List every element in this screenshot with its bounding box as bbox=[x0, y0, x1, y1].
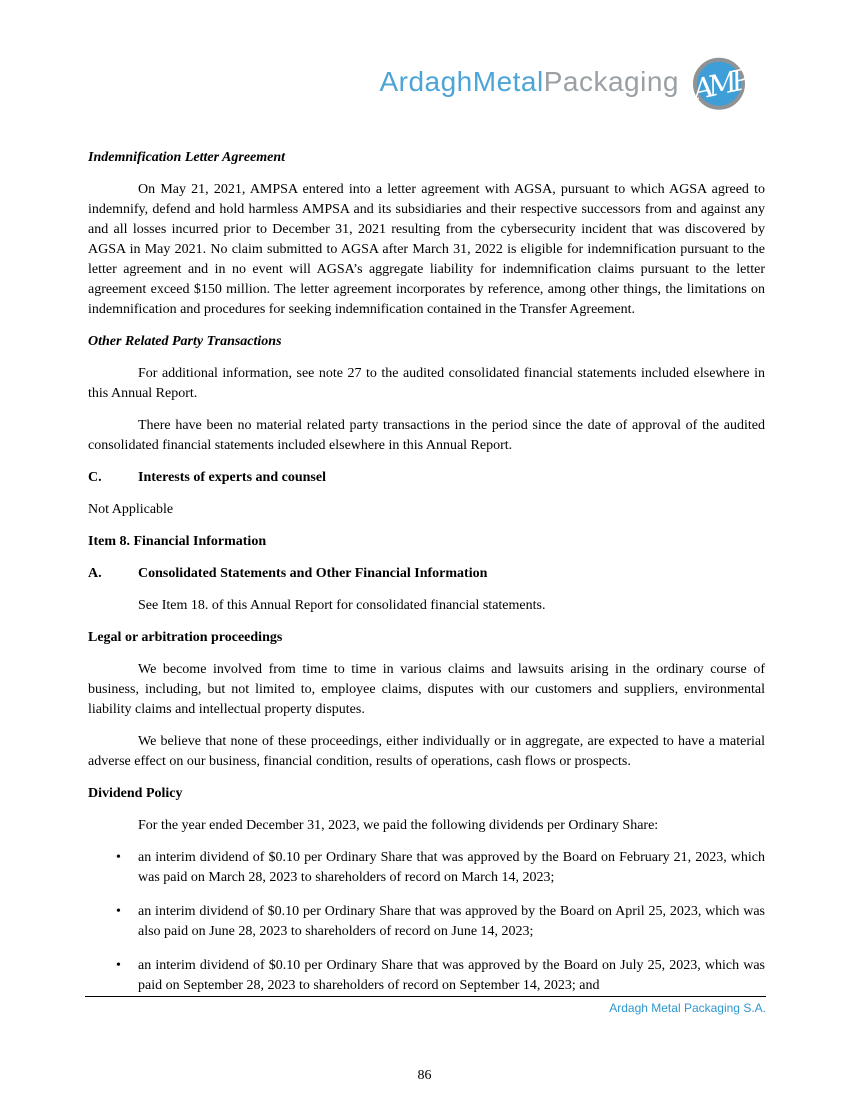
heading-legal-or-arbitration-proceedings: Legal or arbitration proceedings bbox=[88, 630, 283, 645]
dividend-bullet-list bbox=[88, 848, 765, 996]
list-item bbox=[88, 848, 765, 888]
list-item bbox=[88, 956, 765, 996]
brand-monogram: AMP bbox=[689, 63, 749, 107]
dividend-bullet-2: an interim dividend of $0.10 per Ordinary Share that was approved by the Board on April 25, 2023, which was also paid on June 28, 2023 to shareholders of record on June 14, 2023; bbox=[138, 904, 765, 939]
paragraph-dividend-intro: For the year ended December 31, 2023, we paid the following dividends per Ordinary Share: bbox=[138, 818, 659, 833]
paragraph-legal-2: We believe that none of these proceedings, either individually or in aggregate, are expected to have a material adverse effect on our business, financial condition, results of operations, cash flows or prospects. bbox=[88, 734, 765, 769]
page-number: 86 bbox=[417, 1068, 432, 1083]
paragraph-see-item-18: See Item 18. of this Annual Report for consolidated financial statements. bbox=[138, 598, 546, 613]
dividend-bullet-3: an interim dividend of $0.10 per Ordinary Share that was approved by the Board on July 25, 2023, which was paid on September 28, 2023 to shareholders of record on September 14, 2023; and bbox=[138, 958, 765, 993]
heading-section-a bbox=[88, 564, 765, 584]
brand-wordmark-secondary: Packaging bbox=[543, 66, 679, 97]
paragraph-other-related-1: For additional information, see note 27 to the audited consolidated financial statements included elsewhere in this Annual Report. bbox=[88, 366, 765, 401]
bullet-icon: • bbox=[116, 958, 121, 973]
brand-wordmark bbox=[379, 66, 679, 98]
section-c-title: Interests of experts and counsel bbox=[138, 470, 326, 485]
section-a-title: Consolidated Statements and Other Financial Information bbox=[138, 566, 488, 581]
heading-section-c bbox=[88, 468, 765, 488]
paragraph-other-related-2: There have been no material related party transactions in the period since the date of approval of the audited consolidated financial statements included elsewhere in this Annual Report. bbox=[88, 418, 765, 453]
document-body bbox=[88, 148, 765, 1010]
heading-indemnification-letter-agreement: Indemnification Letter Agreement bbox=[88, 150, 286, 165]
heading-item-8-financial-information: Item 8. Financial Information bbox=[88, 534, 267, 549]
page-header bbox=[379, 50, 751, 114]
list-item bbox=[88, 902, 765, 942]
dividend-bullet-1: an interim dividend of $0.10 per Ordinary Share that was approved by the Board on February 21, 2023, which was paid on March 28, 2023 to shareholders of record on March 14, 2023; bbox=[138, 850, 765, 885]
heading-other-related-party-transactions: Other Related Party Transactions bbox=[88, 334, 282, 349]
paragraph-indemnification: On May 21, 2021, AMPSA entered into a letter agreement with AGSA, pursuant to which AGSA agreed to indemnify, defend and hold harmless AMPSA and its subsidiaries and their respective successors from and against any and all losses incurred prior to December 31, 2021 resulting from the cybersecurity incident that was discovered by AGSA in May 2021. No claim submitted to AGSA after March 31, 2022 is eligible for indemnification pursuant to the letter agreement and in no event will AGSA’s aggregate liability for indemnification claims pursuant to the letter agreement exceed $150 million. The letter agreement incorporates by reference, among other things, the limitations on indemnification and procedures for seeking indemnification contained in the Transfer Agreement. bbox=[88, 182, 765, 317]
footer-company-name: Ardagh Metal Packaging S.A. bbox=[609, 1001, 766, 1015]
footer-divider bbox=[85, 996, 766, 997]
brand-wordmark-primary: ArdaghMetal bbox=[379, 66, 544, 97]
paragraph-legal-1: We become involved from time to time in various claims and lawsuits arising in the ordinary course of business, including, but not limited to, employee claims, disputes with our customers and suppliers, environmental liability claims and intellectual property disputes. bbox=[88, 662, 765, 717]
bullet-icon: • bbox=[116, 850, 121, 865]
brand-emblem-icon bbox=[687, 50, 751, 114]
heading-dividend-policy: Dividend Policy bbox=[88, 786, 183, 801]
section-a-letter: A. bbox=[88, 566, 102, 581]
paragraph-not-applicable: Not Applicable bbox=[88, 502, 174, 517]
section-c-letter: C. bbox=[88, 470, 102, 485]
bullet-icon: • bbox=[116, 904, 121, 919]
